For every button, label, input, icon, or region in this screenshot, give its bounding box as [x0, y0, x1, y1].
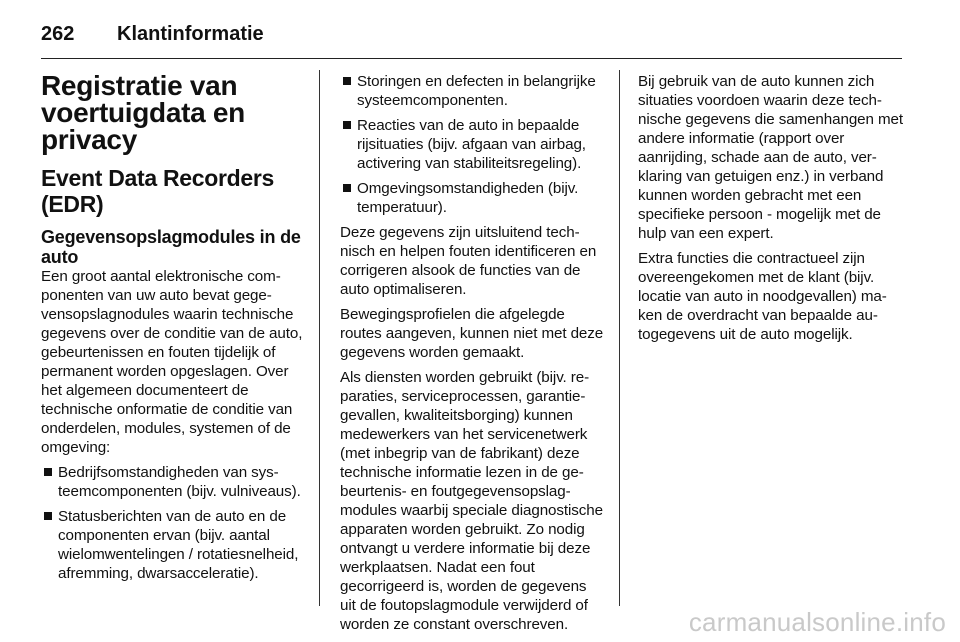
column-2 [340, 72, 605, 640]
column-3 [638, 72, 903, 350]
page-header [41, 19, 264, 49]
list-item: Storingen en defecten in belangrijke systeemcomponenten. [340, 72, 605, 110]
bullet-list [41, 463, 303, 583]
subsubsection-title: Gegevensopslagmodules in de auto [41, 227, 301, 267]
section-title: Registratie van voertuigdata en privacy [41, 70, 245, 155]
column-divider [319, 70, 320, 606]
subsection-title: Event Data Recorders (EDR) [41, 165, 275, 217]
paragraph: Deze gegevens zijn uitsluitend technisch en helpen fouten identificeren en corrigeren alsook de functies van de auto optimaliseren. [340, 224, 597, 298]
bullet-list [340, 72, 605, 217]
header-rule [41, 58, 902, 59]
paragraph: Als diensten worden gebruikt (bijv. reparaties, serviceprocessen, garantiegevallen, kwaliteitsborging) kunnen medewerkers van het servicenetwerk (met inbegrip van de fabrikant) deze technische informatie lezen in de gebeurtenis- en foutgegevensopslagmodules waarbij speciale diagnostische apparaten worden gebruikt. Zo nodig ontvangt u verdere informatie bij deze werkplaatsen. Nadat een fout gecorrigeerd is, worden de gegevens uit de foutopslagmodule verwijderd of worden ze constant overschreven. [340, 369, 603, 633]
list-item: Bedrijfsomstandigheden van systeemcomponenten (bijv. vulniveaus). [41, 463, 303, 501]
intro-paragraph: Een groot aantal elektronische componenten van uw auto bevat gegevensopslagnodules waarin technische gegevens over de conditie van de auto, gebeurtenissen en fouten tijdelijk of permanent worden opgeslagen. Over het algemeen documenteert de technische onformatie de conditie van onderdelen, modules, systemen of de omgeving: [41, 268, 303, 456]
list-item: Statusberichten van de auto en de componenten ervan (bijv. aantal wielomwentelingen / rotatiesnelheid, afremming, dwarsacceleratie). [41, 507, 303, 583]
chapter-title: Klantinformatie [117, 22, 264, 45]
watermark: carmanualsonline.info [688, 607, 946, 637]
page-number: 262 [41, 22, 75, 45]
list-item: Omgevingsomstandigheden (bijv. temperatuur). [340, 179, 605, 217]
paragraph: Extra functies die contractueel zijn overeengekomen met de klant (bijv. locatie van auto in noodgevallen) maken de overdracht van bepaalde autogegevens uit de auto mogelijk. [638, 250, 887, 343]
paragraph: Bij gebruik van de auto kunnen zich situaties voordoen waarin deze technische gegevens die samenhangen met andere informatie (rapport over aanrijding, schade aan de auto, verklaring van getuigen enz.) in verband kunnen worden gebracht met een specifieke persoon - mogelijk met de hulp van een expert. [638, 73, 903, 242]
column-divider [619, 70, 620, 606]
list-item: Reacties van de auto in bepaalde rijsituaties (bijv. afgaan van airbag, activering van stabiliteitsregeling). [340, 116, 605, 173]
column-1 [41, 72, 303, 589]
paragraph: Bewegingsprofielen die afgelegde routes aangeven, kunnen niet met deze gegevens worden gemaakt. [340, 306, 604, 361]
